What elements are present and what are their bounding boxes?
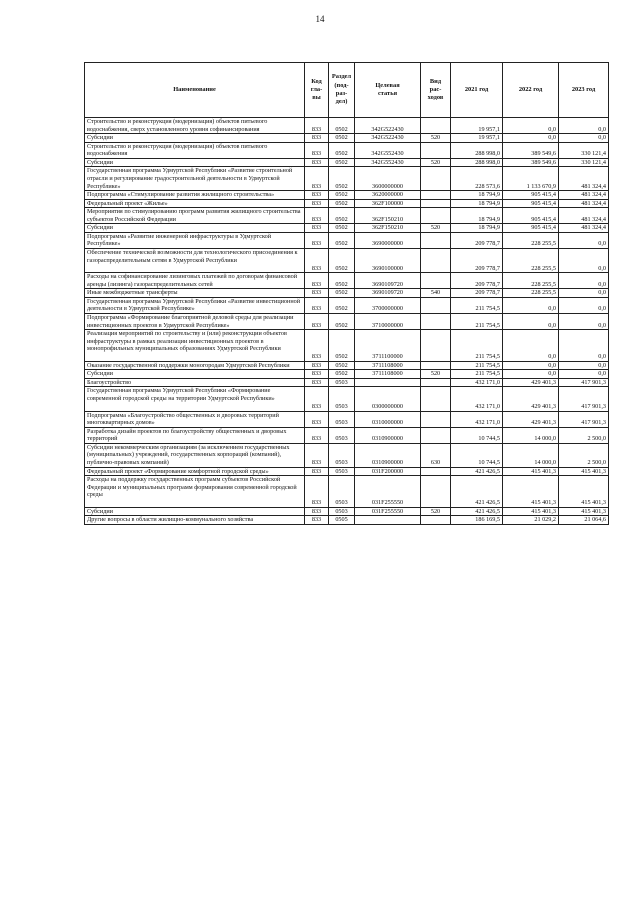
row-2021: 228 573,6 (451, 167, 503, 191)
table-row (85, 199, 609, 208)
row-2022: 0,0 (503, 297, 559, 313)
row-2023: 0,0 (559, 370, 609, 379)
row-razdel: 0502 (329, 330, 355, 362)
row-2023: 0,0 (559, 118, 609, 134)
row-vid (421, 142, 451, 158)
row-name: Строительство и реконструкция (модернизация) объектов питьевого водоснабжения, сверх установленного уровня софинансирования (85, 118, 305, 134)
row-razdel: 0502 (329, 208, 355, 224)
row-celevaya: 0310000000 (355, 411, 421, 427)
row-2021: 18 794,9 (451, 199, 503, 208)
table-row (85, 232, 609, 248)
row-kod: 833 (305, 249, 329, 273)
row-name: Разработка дизайн проектов по благоустройству общественных и дворовых территорий (85, 427, 305, 443)
row-2023: 0,0 (559, 330, 609, 362)
table-row (85, 313, 609, 329)
row-2023: 417 901,3 (559, 378, 609, 387)
row-vid (421, 330, 451, 362)
row-2021: 432 171,0 (451, 411, 503, 427)
row-celevaya: 3620000000 (355, 191, 421, 200)
row-2021: 421 426,5 (451, 507, 503, 516)
row-2021: 186 169,5 (451, 516, 503, 525)
row-kod: 833 (305, 313, 329, 329)
row-razdel: 0505 (329, 516, 355, 525)
row-celevaya: 3690109720 (355, 273, 421, 289)
row-2023: 417 901,3 (559, 411, 609, 427)
row-vid (421, 297, 451, 313)
row-name: Строительство и реконструкция (модернизация) объектов питьевого водоснабжения (85, 142, 305, 158)
row-kod: 833 (305, 224, 329, 233)
row-celevaya: 031F255550 (355, 476, 421, 508)
row-2022: 1 133 670,9 (503, 167, 559, 191)
header-razdel: Раздел (под- раз- дел) (329, 63, 355, 118)
row-2022: 389 549,6 (503, 142, 559, 158)
row-2022: 905 415,4 (503, 208, 559, 224)
row-vid (421, 191, 451, 200)
row-razdel: 0502 (329, 313, 355, 329)
row-razdel: 0503 (329, 411, 355, 427)
row-kod: 833 (305, 330, 329, 362)
row-celevaya: 362F100000 (355, 199, 421, 208)
table-body (85, 118, 609, 525)
row-2021: 209 778,7 (451, 232, 503, 248)
row-2022: 905 415,4 (503, 191, 559, 200)
row-celevaya: 0310900000 (355, 443, 421, 467)
row-vid (421, 411, 451, 427)
header-name: Наименование (85, 63, 305, 118)
row-2022: 415 401,3 (503, 507, 559, 516)
row-2023: 0,0 (559, 249, 609, 273)
row-2021: 421 426,5 (451, 467, 503, 476)
header-2022: 2022 год (503, 63, 559, 118)
row-razdel: 0502 (329, 167, 355, 191)
row-vid (421, 199, 451, 208)
row-razdel: 0502 (329, 224, 355, 233)
row-celevaya (355, 516, 421, 525)
row-2021: 19 957,1 (451, 134, 503, 143)
row-2021: 19 957,1 (451, 118, 503, 134)
row-vid (421, 232, 451, 248)
row-name: Федеральный проект «Формирование комфортной городской среды» (85, 467, 305, 476)
row-kod: 833 (305, 289, 329, 298)
row-2023: 415 401,3 (559, 507, 609, 516)
row-kod: 833 (305, 427, 329, 443)
row-name: Субсидии некоммерческим организациям (за исключением государственных (муниципальных) учреждений, государственных корпораций (компаний), публично-правовых компаний) (85, 443, 305, 467)
row-celevaya: 3690000000 (355, 232, 421, 248)
table-header-row (85, 63, 609, 118)
row-2023: 415 401,3 (559, 476, 609, 508)
row-vid (421, 208, 451, 224)
row-2022: 415 401,3 (503, 467, 559, 476)
row-razdel: 0502 (329, 134, 355, 143)
row-name: Подпрограмма «Формирование благоприятной деловой среды для реализации инвестиционных проектов в Удмуртской Республике» (85, 313, 305, 329)
row-2022: 429 401,3 (503, 411, 559, 427)
row-celevaya: 3690109720 (355, 289, 421, 298)
row-2022: 228 255,5 (503, 273, 559, 289)
table-row (85, 467, 609, 476)
row-vid (421, 361, 451, 370)
budget-table (84, 62, 609, 525)
row-2023: 0,0 (559, 134, 609, 143)
table-row (85, 361, 609, 370)
row-name: Субсидии (85, 507, 305, 516)
row-name: Обеспечение технической возможности для технологического присоединения к газораспределительным сетям в Удмуртской Республики (85, 249, 305, 273)
row-razdel: 0502 (329, 361, 355, 370)
row-kod: 833 (305, 134, 329, 143)
row-2021: 10 744,5 (451, 427, 503, 443)
row-2021: 209 778,7 (451, 289, 503, 298)
row-razdel: 0502 (329, 142, 355, 158)
table-row (85, 118, 609, 134)
row-2022: 415 401,3 (503, 476, 559, 508)
page-number: 14 (315, 14, 325, 24)
table-row (85, 387, 609, 411)
row-2021: 211 754,5 (451, 313, 503, 329)
row-2022: 0,0 (503, 118, 559, 134)
row-2021: 432 171,0 (451, 378, 503, 387)
row-2023: 481 324,4 (559, 191, 609, 200)
row-2023: 2 500,0 (559, 443, 609, 467)
row-vid (421, 516, 451, 525)
row-2023: 415 401,3 (559, 467, 609, 476)
row-2022: 905 415,4 (503, 199, 559, 208)
row-name: Государственная программа Удмуртской Республики «Развитие строительной отрасли и регулирование градостроительной деятельности в Удмуртской Республике» (85, 167, 305, 191)
row-name: Субсидии (85, 134, 305, 143)
row-celevaya: 3711100000 (355, 330, 421, 362)
row-2021: 288 998,0 (451, 142, 503, 158)
row-razdel: 0502 (329, 199, 355, 208)
row-razdel: 0502 (329, 232, 355, 248)
table-row (85, 191, 609, 200)
row-name: Государственная программа Удмуртской Республики «Формирование современной городской среды на территории Удмуртской Республики» (85, 387, 305, 411)
row-razdel: 0503 (329, 427, 355, 443)
row-2022: 389 549,6 (503, 158, 559, 167)
table-row (85, 142, 609, 158)
row-vid: 520 (421, 224, 451, 233)
row-razdel: 0503 (329, 443, 355, 467)
row-celevaya: 3710000000 (355, 313, 421, 329)
table-row (85, 289, 609, 298)
table-row (85, 507, 609, 516)
row-razdel: 0503 (329, 378, 355, 387)
row-2021: 209 778,7 (451, 273, 503, 289)
row-2021: 18 794,9 (451, 208, 503, 224)
table-row (85, 167, 609, 191)
row-celevaya: 342G552430 (355, 142, 421, 158)
row-vid (421, 378, 451, 387)
row-2023: 417 901,3 (559, 387, 609, 411)
table-row (85, 249, 609, 273)
row-razdel: 0502 (329, 158, 355, 167)
row-2021: 432 171,0 (451, 387, 503, 411)
row-kod: 833 (305, 142, 329, 158)
row-2023: 481 324,4 (559, 224, 609, 233)
header-celevaya: Целевая статья (355, 63, 421, 118)
row-celevaya: 3700000000 (355, 297, 421, 313)
row-2021: 211 754,5 (451, 297, 503, 313)
row-2023: 481 324,4 (559, 199, 609, 208)
table-row (85, 158, 609, 167)
row-2023: 21 064,6 (559, 516, 609, 525)
row-name: Субсидии (85, 224, 305, 233)
header-vid: Вид рас- ходов (421, 63, 451, 118)
row-vid (421, 249, 451, 273)
row-vid (421, 476, 451, 508)
row-2022: 0,0 (503, 361, 559, 370)
row-name: Иные межбюджетные трансферты (85, 289, 305, 298)
table-row (85, 134, 609, 143)
row-2023: 0,0 (559, 232, 609, 248)
row-razdel: 0502 (329, 289, 355, 298)
row-vid (421, 387, 451, 411)
row-kod: 833 (305, 361, 329, 370)
row-name: Реализация мероприятий по строительству и (или) реконструкции объектов инфраструктуры в рамках реализации инвестиционных проектов в монопрофильных муниципальных образованиях Удмуртской Республики (85, 330, 305, 362)
row-razdel: 0502 (329, 118, 355, 134)
row-razdel: 0503 (329, 467, 355, 476)
row-kod: 833 (305, 199, 329, 208)
row-2022: 228 255,5 (503, 249, 559, 273)
row-razdel: 0502 (329, 273, 355, 289)
row-vid: 520 (421, 507, 451, 516)
row-vid: 520 (421, 134, 451, 143)
row-vid (421, 118, 451, 134)
row-name: Подпрограмма «Благоустройство общественных и дворовых территорий многоквартирных домов» (85, 411, 305, 427)
row-kod: 833 (305, 118, 329, 134)
row-celevaya: 362F150210 (355, 224, 421, 233)
row-2023: 481 324,4 (559, 167, 609, 191)
header-2023: 2023 год (559, 63, 609, 118)
row-kod: 833 (305, 443, 329, 467)
row-celevaya: 0300000000 (355, 387, 421, 411)
table-row (85, 370, 609, 379)
table-row (85, 411, 609, 427)
row-celevaya: 031F255550 (355, 507, 421, 516)
row-2023: 0,0 (559, 289, 609, 298)
row-vid: 630 (421, 443, 451, 467)
row-2021: 18 794,9 (451, 191, 503, 200)
row-vid (421, 313, 451, 329)
row-2022: 0,0 (503, 313, 559, 329)
row-celevaya (355, 378, 421, 387)
row-2021: 421 426,5 (451, 476, 503, 508)
table-row (85, 273, 609, 289)
row-name: Государственная программа Удмуртской Республики «Развитие инвестиционной деятельности в Удмуртской Республике» (85, 297, 305, 313)
row-kod: 833 (305, 273, 329, 289)
row-kod: 833 (305, 476, 329, 508)
row-celevaya: 342G552430 (355, 158, 421, 167)
row-2023: 0,0 (559, 361, 609, 370)
row-2022: 228 255,5 (503, 232, 559, 248)
row-name: Другие вопросы в области жилищно-коммунального хозяйства (85, 516, 305, 525)
row-razdel: 0502 (329, 249, 355, 273)
row-2022: 14 000,0 (503, 443, 559, 467)
row-name: Субсидии (85, 158, 305, 167)
row-celevaya: 3711108000 (355, 370, 421, 379)
row-2022: 429 401,3 (503, 378, 559, 387)
row-celevaya: 031F200000 (355, 467, 421, 476)
row-razdel: 0502 (329, 191, 355, 200)
row-2021: 211 754,5 (451, 330, 503, 362)
row-name: Субсидии (85, 370, 305, 379)
row-kod: 833 (305, 516, 329, 525)
row-2021: 211 754,5 (451, 370, 503, 379)
row-name: Расходы на софинансирование лизинговых платежей по договорам финансовой аренды (лизинга) газораспределительных сетей (85, 273, 305, 289)
row-celevaya: 362F150210 (355, 208, 421, 224)
row-2023: 330 121,4 (559, 142, 609, 158)
row-vid (421, 427, 451, 443)
table-row (85, 208, 609, 224)
row-2022: 429 401,3 (503, 387, 559, 411)
table-row (85, 427, 609, 443)
row-kod: 833 (305, 467, 329, 476)
row-vid: 540 (421, 289, 451, 298)
row-kod: 833 (305, 378, 329, 387)
row-kod: 833 (305, 387, 329, 411)
row-razdel: 0503 (329, 476, 355, 508)
header-2021: 2021 год (451, 63, 503, 118)
table-row (85, 476, 609, 508)
row-2023: 0,0 (559, 273, 609, 289)
row-name: Мероприятия по стимулированию программ развития жилищного строительства субъектов Российской Федерации (85, 208, 305, 224)
row-razdel: 0502 (329, 370, 355, 379)
row-2022: 21 029,2 (503, 516, 559, 525)
row-vid (421, 167, 451, 191)
row-kod: 833 (305, 411, 329, 427)
table-row (85, 330, 609, 362)
row-2022: 0,0 (503, 134, 559, 143)
row-celevaya: 3690100000 (355, 249, 421, 273)
row-2021: 211 754,5 (451, 361, 503, 370)
row-2023: 2 500,0 (559, 427, 609, 443)
row-vid (421, 467, 451, 476)
row-2021: 288 998,0 (451, 158, 503, 167)
table-row (85, 224, 609, 233)
row-2021: 209 778,7 (451, 249, 503, 273)
row-kod: 833 (305, 297, 329, 313)
row-2022: 905 415,4 (503, 224, 559, 233)
row-vid: 520 (421, 370, 451, 379)
row-name: Подпрограмма «Стимулирование развития жилищного строительства» (85, 191, 305, 200)
row-2023: 0,0 (559, 313, 609, 329)
row-2022: 14 000,0 (503, 427, 559, 443)
row-name: Федеральный проект «Жилье» (85, 199, 305, 208)
row-kod: 833 (305, 167, 329, 191)
row-2021: 10 744,5 (451, 443, 503, 467)
row-2023: 330 121,4 (559, 158, 609, 167)
header-kod: Код гла- вы (305, 63, 329, 118)
table-row (85, 516, 609, 525)
row-razdel: 0502 (329, 297, 355, 313)
row-name: Оказание государственной поддержки моногородам Удмуртской Республики (85, 361, 305, 370)
row-kod: 833 (305, 208, 329, 224)
row-2022: 0,0 (503, 370, 559, 379)
row-celevaya: 342G522430 (355, 118, 421, 134)
row-kod: 833 (305, 507, 329, 516)
row-kod: 833 (305, 191, 329, 200)
row-2021: 18 794,9 (451, 224, 503, 233)
row-celevaya: 0310900000 (355, 427, 421, 443)
row-kod: 833 (305, 370, 329, 379)
row-2022: 0,0 (503, 330, 559, 362)
table-row (85, 297, 609, 313)
row-razdel: 0503 (329, 507, 355, 516)
row-kod: 833 (305, 232, 329, 248)
row-2023: 481 324,4 (559, 208, 609, 224)
row-name: Расходы на поддержку государственных программ субъектов Российской Федерации и муниципальных программ формирования современной городской среды (85, 476, 305, 508)
row-name: Благоустройство (85, 378, 305, 387)
row-2023: 0,0 (559, 297, 609, 313)
row-vid: 520 (421, 158, 451, 167)
row-celevaya: 3600000000 (355, 167, 421, 191)
row-kod: 833 (305, 158, 329, 167)
row-2022: 228 255,5 (503, 289, 559, 298)
row-vid (421, 273, 451, 289)
table-row (85, 443, 609, 467)
row-celevaya: 3711108000 (355, 361, 421, 370)
table-row (85, 378, 609, 387)
row-celevaya: 342G522430 (355, 134, 421, 143)
row-razdel: 0503 (329, 387, 355, 411)
row-name: Подпрограмма «Развитие инженерной инфраструктуры в Удмуртской Республике» (85, 232, 305, 248)
